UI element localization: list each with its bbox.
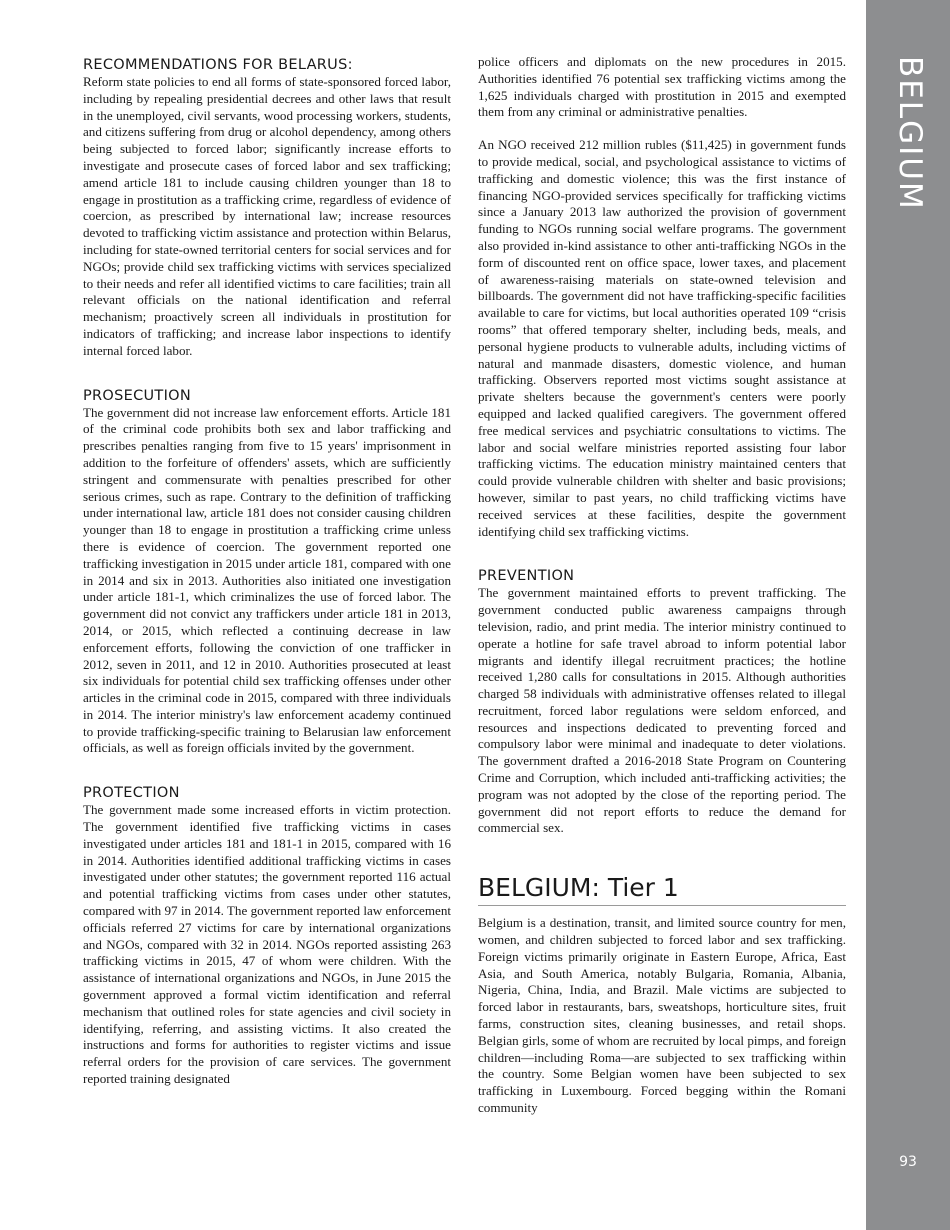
side-tab-country-label: BELGIUM [892,56,928,211]
protection-heading: PROTECTION [83,785,180,802]
recommendations-heading: RECOMMENDATIONS FOR BELARUS: [83,57,353,73]
prevention-body: The government maintained efforts to prevent trafficking. The government conducted public awareness campaigns through television, radio, and print media. The interior ministry continued to operate a hotline for safe travel abroad to inform potential labor migrants and identify illegal recruitment practices; the hotline received 1,280 calls for consultations in 2015. Although authorities charged 58 individuals with administrative offenses related to illegal recruitment, forced labor regulations were seldom enforced, and resources and inspections dedicated to preventing forced and compulsory labor were minimal and inadequate to deter violations. The government drafted a 2016-2018 State Program on Countering Crime and Corruption, which included anti-trafficking activities; the program was not adopted by the close of the reporting period. The government did not report efforts to reduce the demand for commercial sex. [478,585,846,836]
protection-body: The government made some increased efforts in victim protection. The government identified five trafficking victims in cases investigated under articles 181 and 181-1 in 2015, compared with 16 in 2014. Authorities identified additional trafficking victims in cases investigated under other statutes; the government reported 116 actual and potential trafficking victims from cases under other statutes, compared with 97 in 2014. The government reported law enforcement officials referred 27 victims for care by international organizations and NGOs, compared with 32 in 2014. NGOs reported assisting 263 trafficking victims in 2015, 47 of whom were children. With the assistance of international organizations and NGOs, in June 2015 the government approved a formal victim identification and referral mechanism that outlined roles for state agencies and civil society in identifying, referring, and assisting victims. It also created the instructions and forms for authorities to register victims and issue referral orders for the provision of care services. The government reported training designated [83,802,451,1087]
protection-section [83,784,451,1088]
prevention-heading: PREVENTION [478,568,575,585]
country-tier-title: BELGIUM: Tier 1 [478,873,846,906]
protection-continued-paragraph: An NGO received 212 million rubles ($11,425) in government funds to provide medical, social, and psychological assistance to victims of trafficking and domestic violence; this was the first instance of financing NGO-provided services specifically for trafficking victims since a January 2013 law authorized the provision of government funding to NGOs running social welfare programs. The government also provided in-kind assistance to other anti-trafficking NGOs in the form of discounted rent on office space, lower taxes, and placement of awareness-raising materials on state-owned television and billboards. The government did not have trafficking-specific facilities available to care for victims, but local authorities operated 109 “crisis rooms” that offered temporary shelter, including beds, meals, and personal hygiene products to vulnerable adults, including victims of natural and manmade disasters, domestic violence, and human trafficking. Observers reported most victims sought assistance at private shelters because the government's centers were poorly equipped and lacked qualified caregivers. The government offered free medical services and psychiatric consultations to victims. The labor and social welfare ministries reported assisting four labor trafficking victims. The education ministry maintained centers that could provide vulnerable children with shelter and basic provisions; however, similar to past years, no child trafficking victims have received services at these facilities, despite the government identifying child sex trafficking victims. [478,137,846,539]
prosecution-body: The government did not increase law enforcement efforts. Article 181 of the criminal code prohibits both sex and labor trafficking and prescribes penalties ranging from five to 15 years' imprisonment in addition to the forfeiture of offenders' assets, which are sufficiently stringent and commensurate with penalties prescribed for other serious crimes, such as rape. Contrary to the definition of trafficking under international law, article 181 does not consider causing children younger than 18 to engage in prostitution a trafficking crime unless there is evidence of coercion. The government reported one trafficking investigation in 2015 under article 181, compared with one in 2014 and six in 2013. Authorities also initiated one investigation under article 181-1, which criminalizes the use of forced labor. The government did not convict any traffickers under article 181 in 2013, 2014, or 2015, which reflected a continuing decrease in law enforcement efforts, following the conviction of one trafficker in 2012, seven in 2011, and 12 in 2010. Authorities prosecuted at least six individuals for potential child sex trafficking offenses under other articles in the criminal code in 2015, compared with three individuals in 2014. The interior ministry's law enforcement academy continued to provide trafficking-specific training to Belarusian law enforcement officials, as well as foreign officials invited by the government. [83,404,451,756]
left-column [83,56,451,1088]
country-side-tab [866,0,950,1230]
belgium-intro-body: Belgium is a destination, transit, and limited source country for men, women, and children subjected to forced labor and sex trafficking. Foreign victims primarily originate in Eastern Europe, Africa, East Asia, and South America, notably Bulgaria, Romania, Albania, Nigeria, China, India, and Brazil. Male victims are subjected to forced labor in restaurants, bars, sweatshops, horticulture sites, fruit farms, construction sites, cleaning businesses, and retail shops. Belgian girls, some of whom are recruited by local pimps, and foreign children—including Roma—are subjected to sex trafficking within the country. Some Belgian women have been subjected to sex trafficking in Luxembourg. Forced begging within the Romani community [478,915,846,1116]
prosecution-section [83,387,451,758]
prosecution-heading: PROSECUTION [83,387,192,404]
protection-continued-paragraph: police officers and diplomats on the new procedures in 2015. Authorities identified 76 potential sex trafficking victims among the 1,625 individuals charged with prostitution in 2015 and exempted them from any criminal or administrative penalties. [478,54,846,120]
page-number: 93 [899,1154,917,1170]
recommendations-body: Reform state policies to end all forms of state-sponsored forced labor, including by repealing presidential decrees and other laws that result in the unemployed, civil servants, wood processing workers, students, and citizens suffering from drug or alcohol dependency, among others being subjected to forced labor; significantly increase efforts to investigate and prosecute cases of forced labor and sex trafficking; amend article 181 to include causing children younger than 18 to engage in prostitution as a trafficking crime, regardless of evidence of coercion, as prescribed by international law; increase resources devoted to trafficking victim assistance and protection within Belarus, including for state-owned territorial centers for social services and for NGOs; provide child sex trafficking victims with services specialized to their needs and refer all identified victims to care facilities; train all relevant officials on the national identification and referral mechanism; proactively screen all individuals in prostitution for indicators of trafficking; and increase labor inspections to identify internal forced labor. [83,74,451,358]
right-column [478,54,846,1117]
recommendations-section [83,56,451,360]
